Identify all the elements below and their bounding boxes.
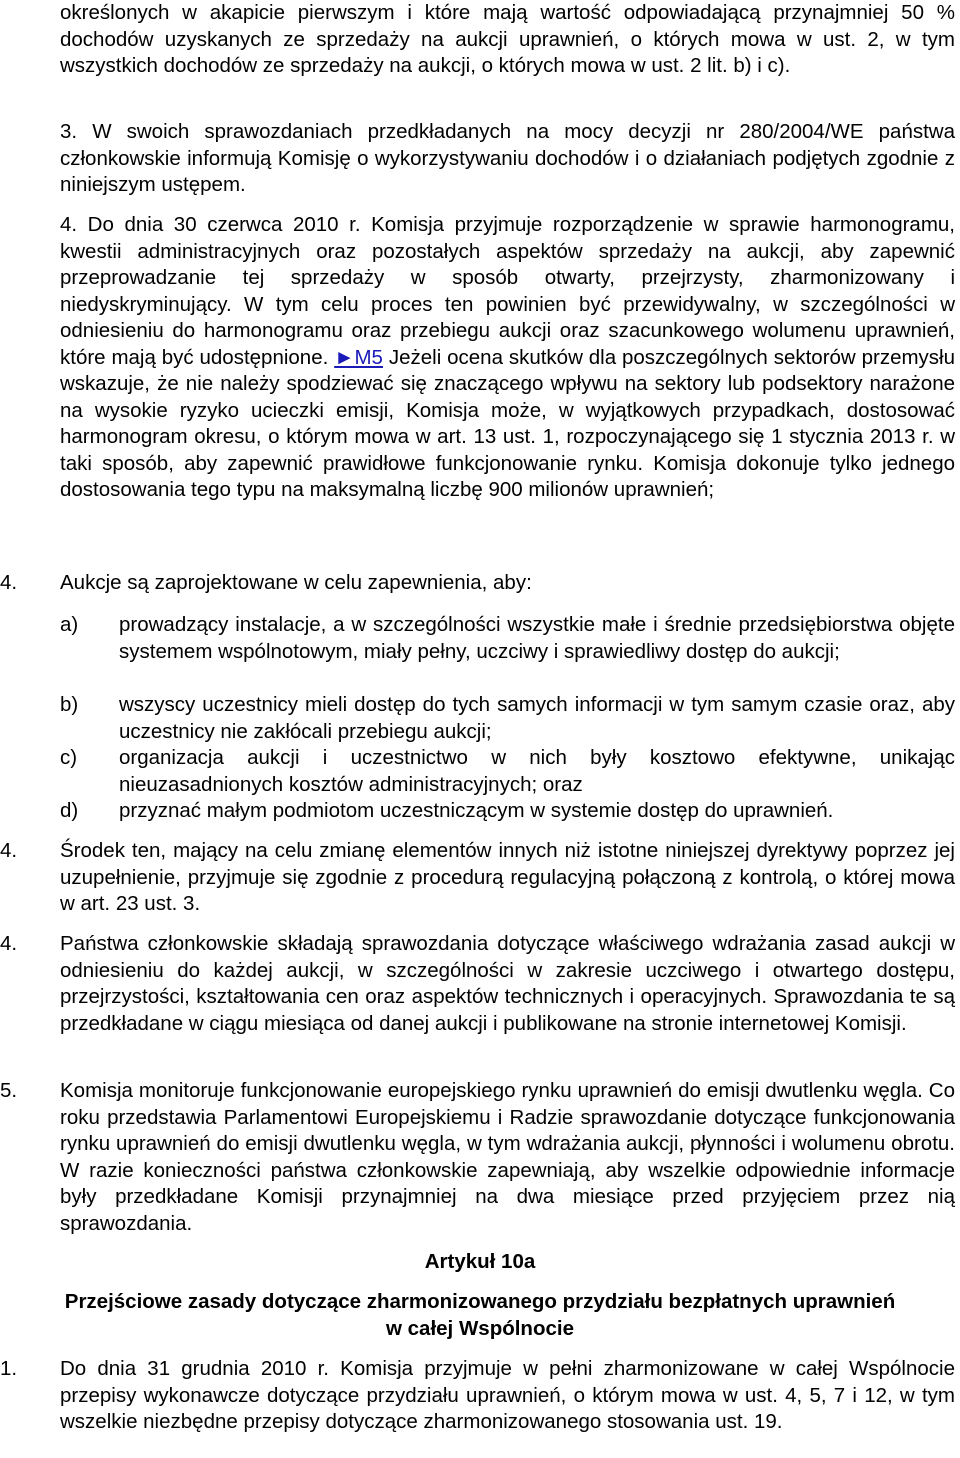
paragraph-continuation: określonych w akapicie pierwszym i które mają wartość odpowiadającą przynajmniej 50 % dochodów uzyskanych ze sprzedaży na aukcji uprawnień, o których mowa w ust. 2, w tym wszystkich dochodów ze sprzedaży na aukcji, o których mowa w ust. 2 lit. b) i c). bbox=[60, 1, 955, 77]
list-item-label: d) bbox=[60, 799, 79, 822]
article-subheading-line-1: Przejściowe zasady dotyczące zharmonizowanego przydziału bezpłatnych uprawnień bbox=[64, 1290, 896, 1313]
list-item: przyznać małym podmiotom uczestniczącym w systemie dostęp do uprawnień. bbox=[119, 799, 834, 822]
article-heading: Artykuł 10a bbox=[424, 1250, 536, 1273]
paragraph-4-reports-number: 4. bbox=[0, 932, 18, 955]
article-paragraph-1: Do dnia 31 grudnia 2010 r. Komisja przyjmuje w pełni zharmonizowane w całej Wspólnocie przepisy wykonawcze dotyczące przydziału uprawnień, o którym mowa w ust. 4, 5, 7 i 12, w tym wszelkie niezbędne przepisy dotyczące zharmonizowanego stosowania ust. 19. bbox=[60, 1357, 955, 1433]
paragraph-4-regulation-text: 4. Do dnia 30 czerwca 2010 r. Komisja przyjmuje rozporządzenie w sprawie harmonogramu, kwestii administracyjnych oraz pozostałych aspektów sprzedaży na aukcji, aby zapewnić przeprowadzanie tej sprzedaży w sposób otwarty, przejrzysty, zharmonizowany i niedyskryminujący. W tym celu proces ten powinien być przewidywalny, w szczególności w odniesieniu do harmonogramu oraz przebiegu aukcji oraz szacunkowego wolumenu uprawnień, które mają być udostępnione. bbox=[60, 213, 955, 369]
paragraph-5: Komisja monitoruje funkcjonowanie europejskiego rynku uprawnień do emisji dwutlenku węgla. Co roku przedstawia Parlamentowi Europejskiemu i Radzie sprawozdanie dotyczące funkcjonowania rynku uprawnień do emisji dwutlenku węgla, w tym wdrażania aukcji, płynności i wolumenu obrotu. W razie konieczności państwa członkowskie zapewniają, aby wszelkie odpowiednie informacje były przedkładane Komisji przynajmniej na dwa miesiące przed przyjęciem przez nią sprawozdania. bbox=[60, 1079, 955, 1235]
list-item-label: b) bbox=[60, 693, 79, 716]
paragraph-5-number: 5. bbox=[0, 1079, 18, 1102]
paragraph-4-m5-text: Jeżeli ocena skutków dla poszczególnych sektorów przemysłu wskazuje, że nie należy spodziewać się znaczącego wpływu na sektory lub podsektory narażone na wysokie ryzyko ucieczki emisji, Komisja może, w wyjątkowych przypadkach, dostosować harmonogram okresu, o którym mowa w art. 13 ust. 1, rozpoczynającego się 1 stycznia 2013 r. w taki sposób, aby zapewnić prawidłowe funkcjonowanie rynku. Komisja dokonuje tylko jednego dostosowania tego typu na maksymalną liczbę 900 milionów uprawnień; bbox=[60, 345, 956, 501]
list-item-label: a) bbox=[60, 613, 79, 636]
list-item: organizacja aukcji i uczestnictwo w nich były kosztowo efektywne, unikając nieuzasadnionych kosztów administracyjnych; oraz bbox=[119, 746, 955, 796]
article-subheading-line-2: w całej Wspólnocie bbox=[386, 1317, 574, 1340]
paragraph-4-regulation bbox=[60, 212, 955, 504]
paragraph-4-measure-number: 4. bbox=[0, 839, 18, 862]
paragraph-3: 3. W swoich sprawozdaniach przedkładanych na mocy decyzji nr 280/2004/WE państwa członkowskie informują Komisję o wykorzystywaniu dochodów i o działaniach podjętych zgodnie z niniejszym ustępem. bbox=[60, 120, 955, 196]
article-paragraph-1-number: 1. bbox=[0, 1357, 18, 1380]
paragraph-4-measure: Środek ten, mający na celu zmianę elementów innych niż istotne niniejszej dyrektywy poprzez jej uzupełnienie, przyjmuje się zgodnie z procedurą regulacyjną połączoną z kontrolą, o której mowa w art. 23 ust. 3. bbox=[60, 839, 955, 915]
amendment-m5-link[interactable]: ►M5 bbox=[334, 345, 383, 369]
list-item-label: c) bbox=[60, 746, 78, 769]
paragraph-4-reports: Państwa członkowskie składają sprawozdania dotyczące właściwego wdrażania zasad aukcji w odniesieniu do każdej aukcji, w szczególności w zakresie uczciwego i otwartego dostępu, przejrzystości, kształtowania cen oraz aspektów technicznych i operacyjnych. Sprawozdania te są przedkładane w ciągu miesiąca od danej aukcji i publikowane na stronie internetowej Komisji. bbox=[60, 932, 955, 1035]
list-item: wszyscy uczestnicy mieli dostęp do tych samych informacji w tym samym czasie oraz, aby uczestnicy nie zakłócali przebiegu aukcji; bbox=[119, 693, 955, 743]
paragraph-4-auctions: Aukcje są zaprojektowane w celu zapewnienia, aby: bbox=[60, 571, 532, 594]
list-item: prowadzący instalacje, a w szczególności wszystkie małe i średnie przedsiębiorstwa objęte systemem wspólnotowym, miały pełny, uczciwy i sprawiedliwy dostęp do aukcji; bbox=[119, 613, 955, 663]
paragraph-4-number: 4. bbox=[0, 571, 18, 594]
